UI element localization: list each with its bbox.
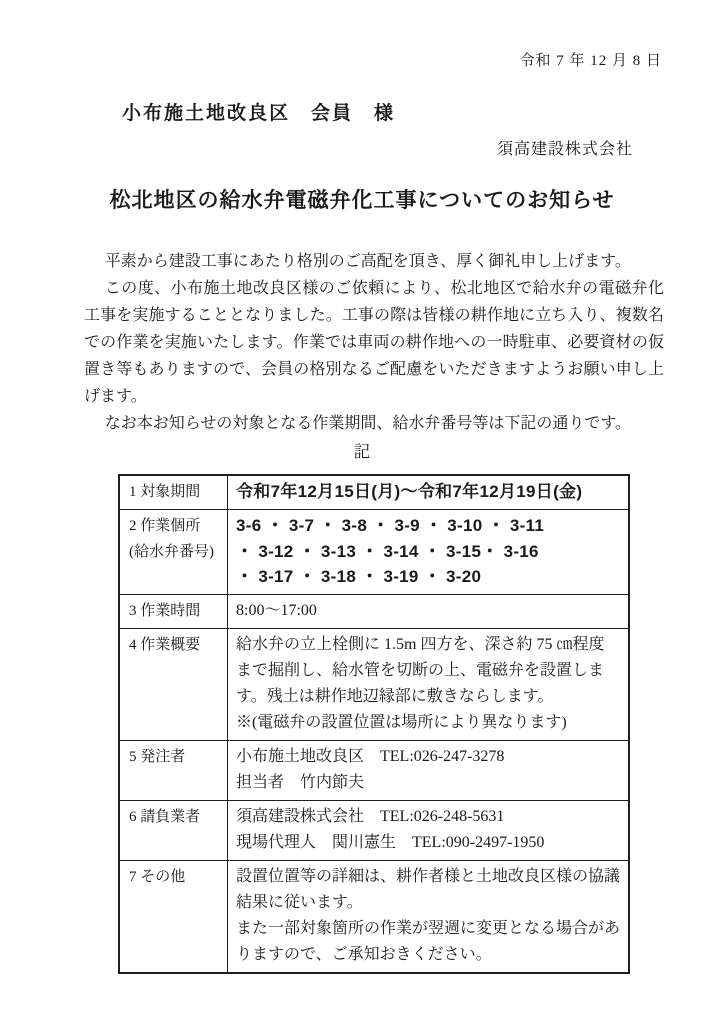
row-label: 5 発注者 xyxy=(119,740,228,800)
body-text xyxy=(84,248,664,437)
table-row xyxy=(119,628,629,740)
value-line: ・ 3-17 ・ 3-18 ・ 3-19 ・ 3-20 xyxy=(236,567,482,586)
body-paragraph: この度、小布施土地改良区様のご依頼により、松北地区で給水弁の電磁弁化工事を実施することとなりました。工事の際は皆様の耕作地に立ち入り、複数名での作業を実施いたします。作業では車両の耕作地への一時駐車、必要資材の仮置き等もありますので、会員の格別なるご配慮をいただきますようお願い申し上げます。 xyxy=(84,280,664,405)
row-value xyxy=(228,475,630,510)
row-value xyxy=(228,510,630,595)
document-date: 令和 7 年 12 月 8 日 xyxy=(519,53,662,69)
row-value xyxy=(228,860,630,973)
value-line: ※(電磁弁の設置位置は場所により異なります) xyxy=(236,713,567,731)
sender-company: 須高建設株式会社 xyxy=(496,141,633,158)
row-label: 7 その他 xyxy=(119,860,228,973)
table-row xyxy=(119,510,629,595)
body-paragraph: なお本お知らせの対象となる作業期間、給水弁番号等は下記の通りです。 xyxy=(104,415,632,432)
value-line: 3-6 ・ 3-7 ・ 3-8 ・ 3-9 ・ 3-10 ・ 3-11 xyxy=(236,516,545,535)
table-row xyxy=(119,740,629,800)
row-label: 1 対象期間 xyxy=(119,475,228,510)
value-line: ・ 3-12 ・ 3-13 ・ 3-14 ・ 3-15・ 3-16 xyxy=(236,541,539,561)
row-label: 3 作業時間 xyxy=(119,594,228,628)
row-value xyxy=(228,594,630,628)
row-label xyxy=(119,510,228,595)
value-line: 令和7年12月15日(月)～令和7年12月19日(金) xyxy=(236,482,583,501)
body-paragraph: 平素から建設工事にあたり格別のご高配を頂き、厚く御礼申し上げます。 xyxy=(104,253,631,270)
page-title: 松北地区の給水弁電磁弁化工事についてのお知らせ xyxy=(109,188,615,212)
row-value xyxy=(228,800,630,860)
table-row xyxy=(119,860,629,973)
row-label: 4 作業概要 xyxy=(119,628,228,740)
row-label-line: 2 作業個所 xyxy=(129,518,201,534)
addressee: 小布施土地改良区 会員 様 xyxy=(122,103,396,124)
row-value xyxy=(228,740,630,800)
table-row xyxy=(119,800,629,860)
notice-table xyxy=(118,474,630,974)
value-line: 小布施土地改良区 TEL:026-247-3278 xyxy=(236,747,505,765)
value-line: 須高建設株式会社 TEL:026-248-5631 xyxy=(236,807,505,825)
row-label-line: (給水弁番号) xyxy=(129,544,214,560)
value-line: 担当者 竹内節夫 xyxy=(236,773,365,791)
row-label: 6 請負業者 xyxy=(119,800,228,860)
value-line: 給水弁の立上栓側に 1.5m 四方を、深さ約 75 ㎝程度まで掘削し、給水管を切断の上、電磁弁を設置します。残土は耕作地辺縁部に敷きならします。 xyxy=(236,635,605,705)
record-marker: 記 xyxy=(353,442,371,461)
value-line: また一部対象箇所の作業が翌週に変更となる場合がありますので、ご承知おきください。 xyxy=(236,919,621,963)
table-row xyxy=(119,594,629,628)
row-value xyxy=(228,628,630,740)
value-line: 8:00～17:00 xyxy=(236,601,317,619)
table-row xyxy=(119,475,629,510)
value-line: 設置位置等の詳細は、耕作者様と土地改良区様の協議結果に従います。 xyxy=(236,867,621,911)
value-line: 現場代理人 関川憲生 TEL:090-2497-1950 xyxy=(236,833,545,851)
